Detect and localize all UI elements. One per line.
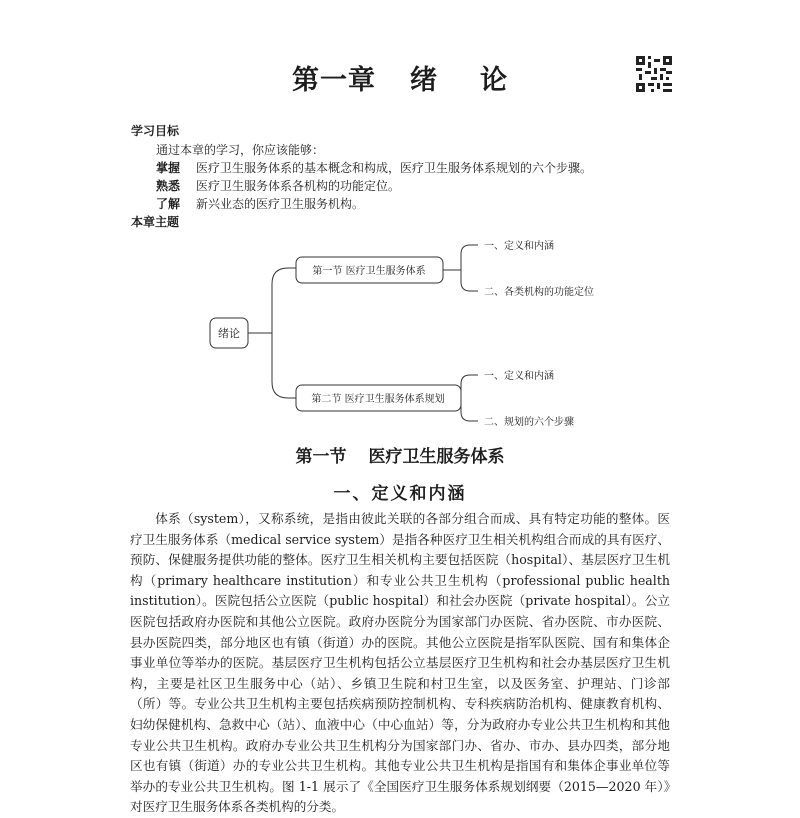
connector-bracket: [461, 375, 478, 421]
objective-key: 掌握: [156, 161, 181, 175]
section-title-text: 医疗卫生服务体系: [368, 447, 505, 467]
objective-key: 了解: [156, 197, 181, 211]
section-title: [0, 442, 800, 467]
topic-label: 一、定义和内涵: [484, 371, 554, 382]
themes-heading: 本章主题: [131, 215, 180, 229]
objectives-intro: 通过本章的学习，你应该能够：: [156, 143, 325, 157]
objectives-heading: 学习目标: [131, 124, 180, 138]
objective-key: 熟悉: [156, 179, 181, 193]
subsection-title: 一、定义和内涵: [333, 484, 467, 504]
section-node-label: 第一节 医疗卫生服务体系: [312, 266, 426, 277]
body-text: [130, 509, 670, 818]
connector-bracket: [461, 245, 478, 291]
objective-text: 新兴业态的医疗卫生服务机构。: [196, 197, 365, 211]
chapter-title-char-2: 论: [480, 65, 508, 96]
objective-text: 医疗卫生服务体系各机构的功能定位。: [196, 179, 401, 193]
section-number: 第一节: [295, 447, 347, 467]
topic-label: 一、定义和内涵: [484, 241, 554, 252]
topic-label: 二、各类机构的功能定位: [484, 287, 594, 298]
objective-text: 医疗卫生服务体系的基本概念和构成，医疗卫生服务体系规划的六个步骤。: [196, 161, 593, 175]
chapter-number: 第一章: [292, 65, 376, 96]
chapter-title-char-1: 绪: [410, 65, 438, 96]
topic-label: 二、规划的六个步骤: [484, 417, 574, 428]
root-node-label: 绪论: [218, 327, 240, 340]
section-node-label: 第二节 医疗卫生服务体系规划: [311, 394, 445, 405]
connector-bracket: [272, 268, 296, 398]
body-paragraph: 体系（system），又称系统，是指由彼此关联的各部分组合而成、具有特定功能的整体。医疗卫生服务体系（medical service system）是指各种医疗卫生相关机构组合而成的具有医疗、预防、保健服务提供功能的整体。医疗卫生相关机构主要包括医院（hospital）、基层医疗卫生机构（primary healthcare institution）和专业公共卫生机构（professional public health institution）。医院包括公立医院（public hospital）和社会办医院（private hospital）。公立医院包括政府办医院和其他公立医院。政府办医院分为国家部门办医院、省办医院、市办医院、县办医院四类，部分地区也有镇（街道）办的医院。其他公立医院是指军队医院、国有和集体企事业单位等举办的医院。基层医疗卫生机构包括公立基层医疗卫生机构和社会办基层医疗卫生机构，主要是社区卫生服务中心（站）、乡镇卫生院和村卫生室，以及医务室、护理站、门诊部（所）等。专业公共卫生机构主要包括疾病预防控制机构、专科疾病防治机构、健康教育机构、妇幼保健机构、急救中心（站）、血液中心（中心血站）等，分为政府办专业公共卫生机构和其他专业公共卫生机构。政府办专业公共卫生机构分为国家部门办、省办、市办、县办四类，部分地区也有镇（街道）办的专业公共卫生机构。其他专业公共卫生机构是指国有和集体企事业单位等举办的专业公共卫生机构。图 1-1 展示了《全国医疗卫生服务体系规划纲要（2015—2020 年）》对医疗卫生服务体系各类机构的分类。: [130, 511, 670, 815]
